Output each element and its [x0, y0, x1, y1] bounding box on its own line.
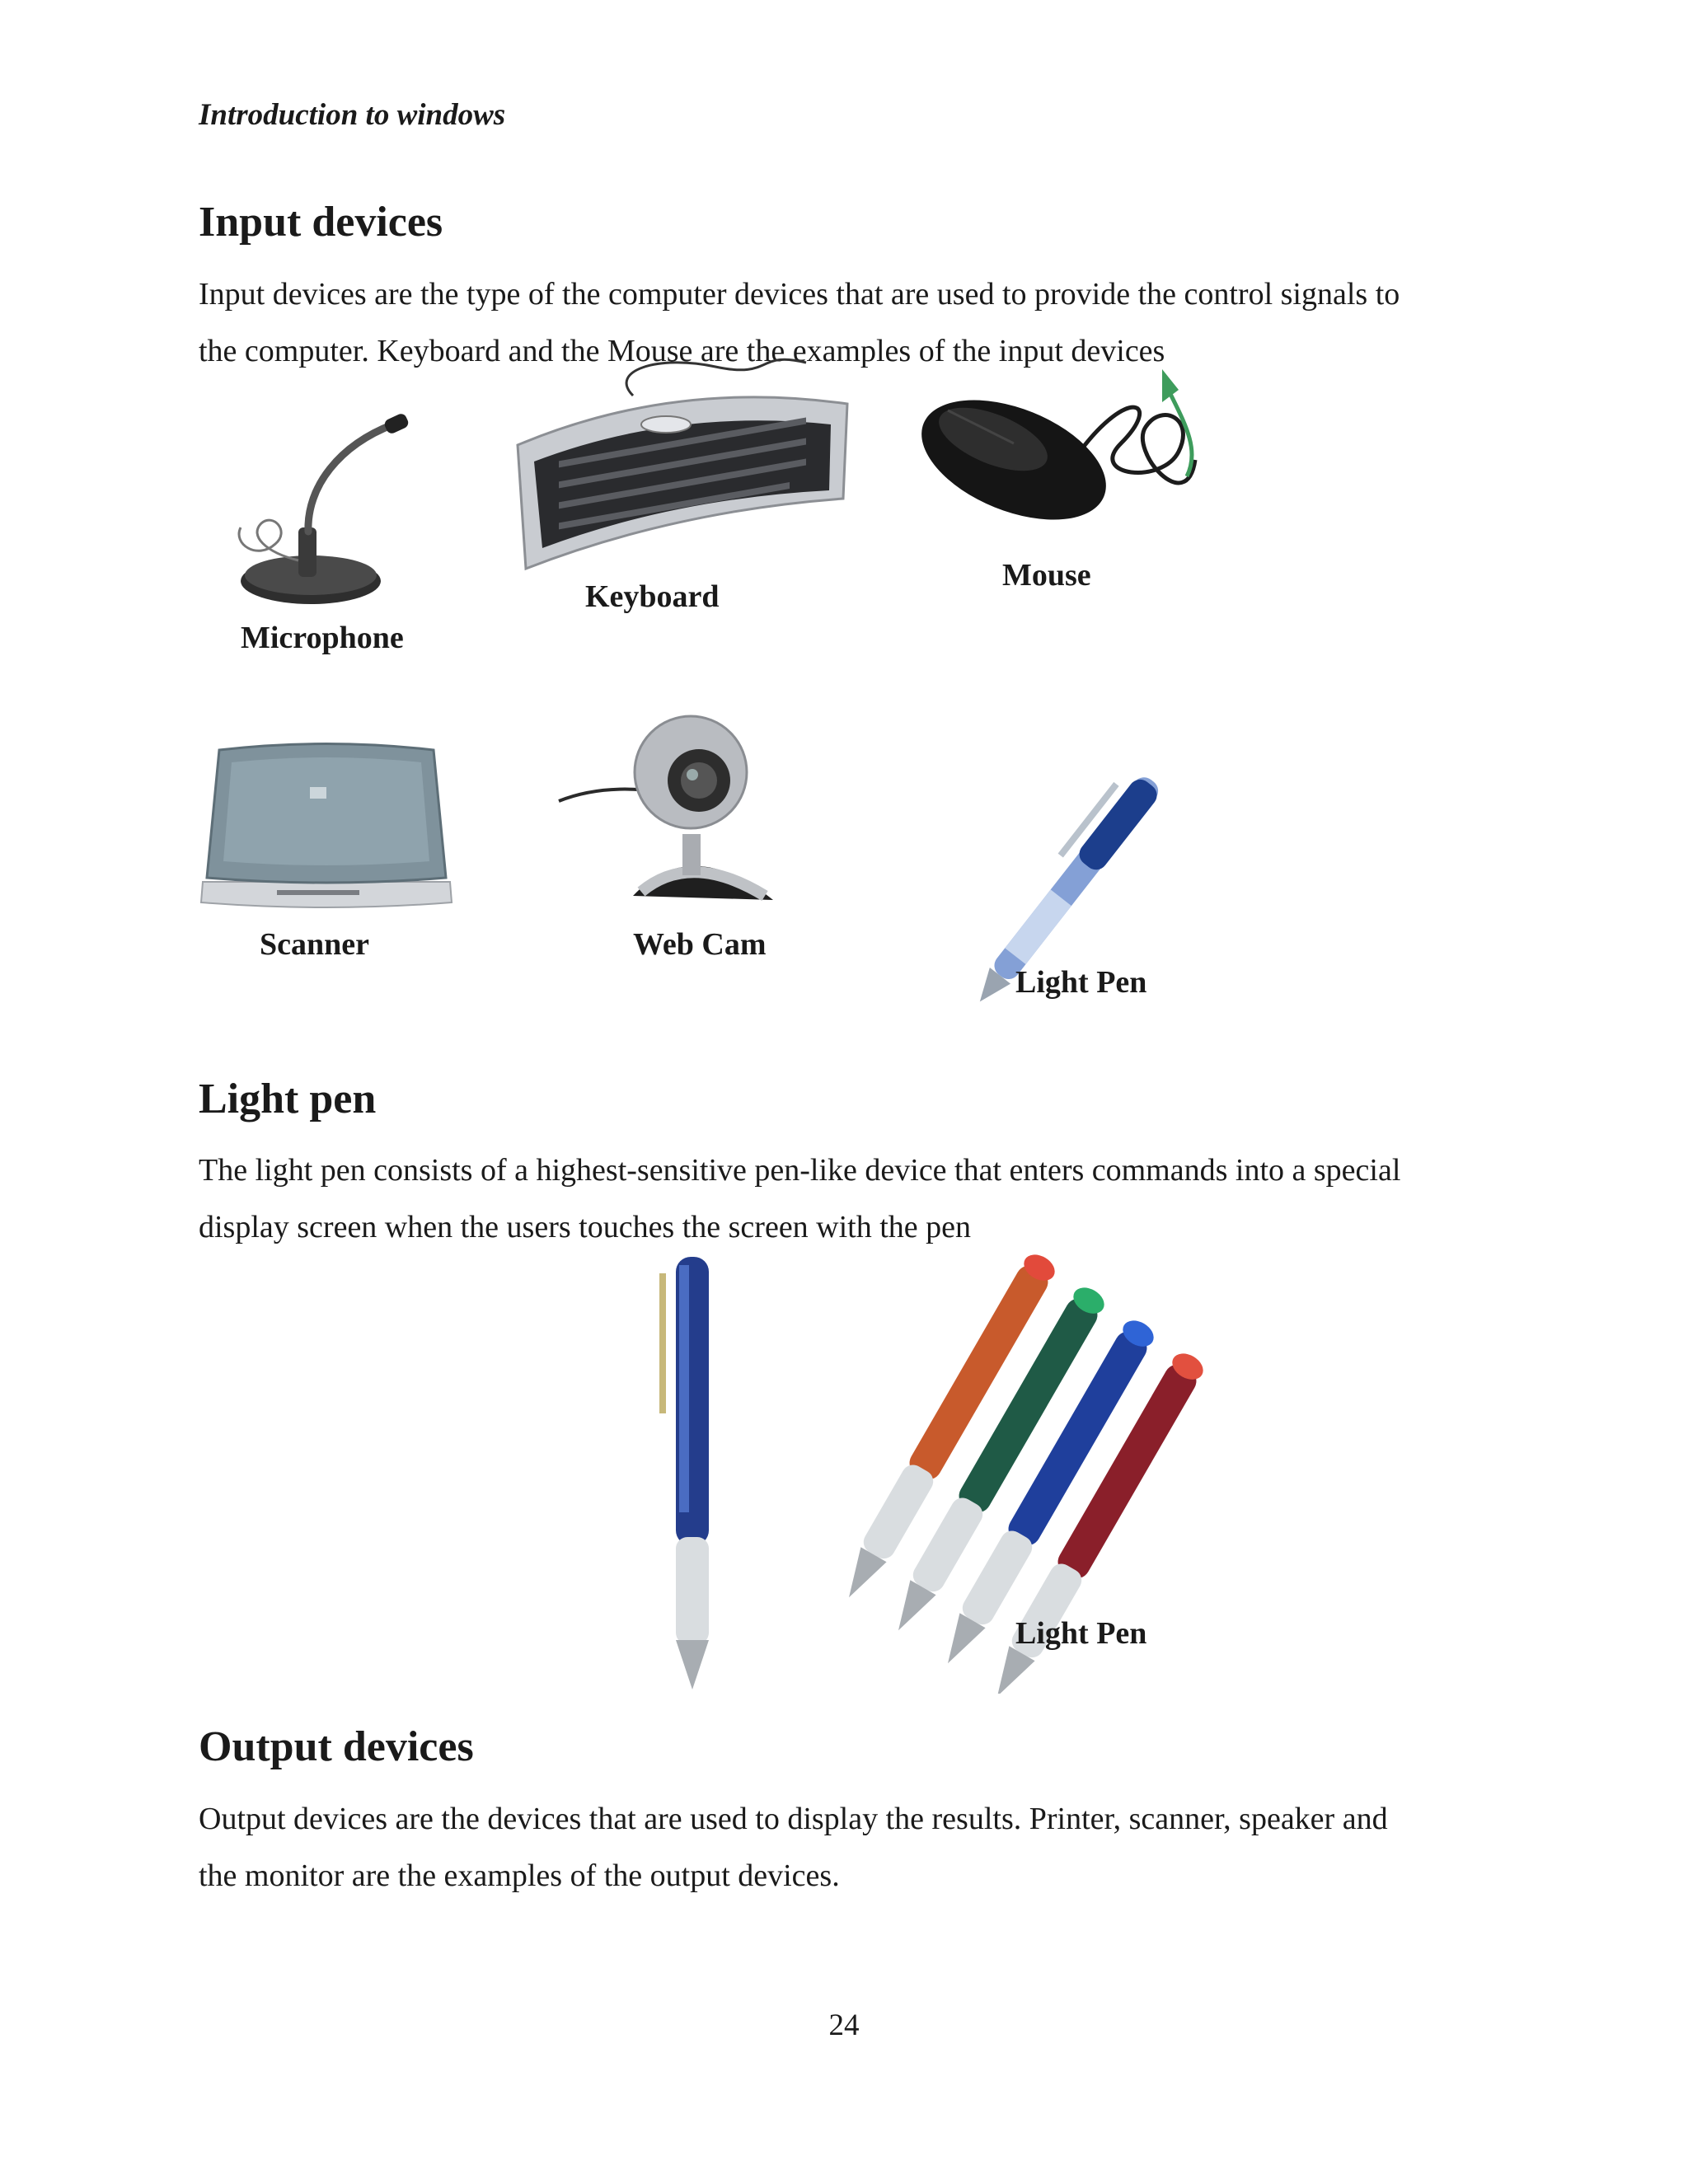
caption-webcam: Web Cam — [633, 927, 767, 962]
caption-mouse: Mouse — [1002, 558, 1091, 593]
mouse-image — [915, 353, 1212, 559]
webcam-image — [551, 710, 814, 916]
scanner-image — [195, 738, 458, 911]
caption-light-pen-large: Light Pen — [1015, 1616, 1147, 1651]
microphone-image — [216, 412, 414, 610]
caption-scanner: Scanner — [260, 927, 369, 962]
output-devices-paragraph — [199, 1791, 1493, 1905]
paragraph-line: display screen when the users touches the screen with the pen — [199, 1210, 972, 1244]
paragraph-line: The light pen consists of a highest-sensitive pen-like device that enters commands into a special — [199, 1153, 1401, 1188]
paragraph-line: the computer. Keyboard and the Mouse are the examples of the input devices — [199, 334, 1165, 368]
page-number: 24 — [828, 2008, 860, 2042]
caption-light-pen-small: Light Pen — [1015, 965, 1147, 1000]
light-pen-paragraph — [199, 1142, 1493, 1256]
heading-light-pen: Light pen — [199, 1076, 377, 1122]
running-title: Introduction to windows — [199, 98, 506, 132]
heading-output-devices: Output devices — [199, 1723, 474, 1770]
heading-input-devices: Input devices — [199, 199, 443, 246]
paragraph-line: the monitor are the examples of the output devices. — [199, 1858, 840, 1893]
caption-keyboard: Keyboard — [585, 579, 720, 614]
paragraph-line: Output devices are the devices that are used to display the results. Printer, scanner, speaker and — [199, 1802, 1388, 1836]
paragraph-line: Input devices are the type of the computer devices that are used to provide the control signals to — [199, 277, 1400, 312]
keyboard-image — [509, 346, 856, 577]
caption-microphone: Microphone — [241, 621, 404, 655]
